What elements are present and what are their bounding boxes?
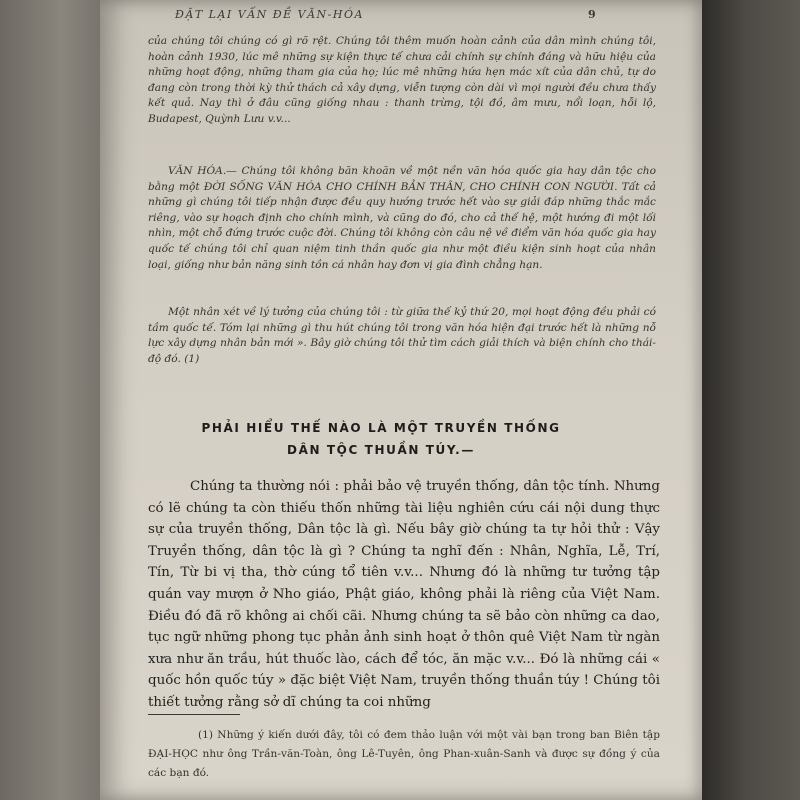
remark-paragraph-text: Một nhân xét về lý tưởng của chúng tôi : từ giữa thế kỷ thứ 20, mọi hoạt động đều phải có tầm quốc tế. Tóm lại những gì thu hút chúng tôi trong văn hóa hiện đại trước hết là những nỗ lực xây dựng nhân bản mới ». Bây giờ chúng tôi thử tìm cách giải thích và biện chính cho thái-độ đó. (1)	[148, 306, 656, 365]
background-right	[700, 0, 800, 800]
running-title: ĐẶT LẠI VẤN ĐỀ VĂN-HÓA	[175, 8, 364, 21]
culture-paragraph-text: VĂN HÓA.— Chúng tôi không băn khoăn về một nền văn hóa quốc gia hay dân tộc cho bằng một ĐỜI SỐNG VĂN HÓA CHO CHÍNH BẢN THÂN, CHO CHÍNH CON NGƯỜI. Tất cả những gì chúng tôi tiếp nhận được đều quy hướng trước hết vào sự giải đáp những thắc mắc riêng, vào sự hoạch định cho chính mình, và cũng do đó, cho cả thế hệ, một hướng đi một lối nhìn, một chỗ đứng trước cuộc đời. Chúng tôi không còn câu nệ về điểm văn hóa quốc gia hay quốc tế chúng tôi chỉ quan niệm tinh thần quốc gia như một điều kiện sinh hoạt của nhân loại, giống như bản năng sinh tồn cá nhân hay đơn vị gia đình chẳng hạn.	[148, 165, 656, 271]
section-heading-line-2: DÂN TỘC THUẦN TÚY.—	[287, 443, 475, 457]
footnote	[148, 726, 660, 783]
footnote-divider	[148, 714, 240, 715]
section-heading-line-1: PHẢI HIỂU THẾ NÀO LÀ MỘT TRUYỀN THỐNG	[201, 421, 561, 435]
remark-paragraph	[148, 305, 656, 367]
main-paragraph	[148, 476, 660, 714]
main-paragraph-text: Chúng ta thường nói : phải bảo vệ truyền thống, dân tộc tính. Nhưng có lẽ chúng ta còn thiếu thốn những tài liệu nghiên cứu cái nội dung thực sự của truyền thống, Dân tộc là gì. Nếu bây giờ chúng ta tự hỏi thử : Vậy Truyền thống, dân tộc là gì ? Chúng ta nghĩ đến : Nhân, Nghĩa, Lễ, Trí, Tín, Từ bi vị tha, thờ cúng tổ tiên v.v... Nhưng đó là những tư tưởng tập quán vay mượn ở Nho giáo, Phật giáo, không phải là riêng của Việt Nam. Điều đó đã rõ không ai chối cãi. Nhưng chúng ta sẽ bảo còn những ca dao, tục ngữ những phong tục phản ảnh sinh hoạt ở thôn quê Việt Nam từ ngàn xưa như ăn trầu, hút thuốc lào, cách để tóc, ăn mặc v.v... Đó là những cái « quốc hồn quốc túy » đặc biệt Việt Nam, truyền thống thuần túy ! Chúng tôi thiết tưởng rằng sở dĩ chúng ta coi những	[148, 479, 660, 710]
intro-paragraph	[148, 34, 656, 128]
culture-paragraph	[148, 164, 656, 273]
book-page	[100, 0, 702, 800]
page-number: 9	[588, 8, 596, 21]
background-left	[0, 0, 104, 800]
intro-paragraph-text: của chúng tôi chúng có gì rõ rệt. Chúng tôi thêm muốn hoàn cảnh của dân mình chúng tôi, hoàn cảnh 1930, lúc mê những sự kiện thực tế chưa cải chính sự chính đáng và hữu hiệu của những hoạt động, những tham gia của họ; lúc mê những hứa hẹn mác xít của dân chủ, tự do đang còn trong thời kỳ thử thách cả xây dựng, viễn tượng còn dài vì mọi người đều chưa thấy kết quả. Nay thì ở đâu cũng giống nhau : thanh trừng, tội đồ, âm mưu, nổi loạn, hỗi lộ, Budapest, Quỳnh Lưu v.v...	[148, 35, 656, 125]
footnote-text: (1) Những ý kiến dưới đây, tôi có đem thảo luận với một vài bạn trong ban Biên tập ĐẠI-HỌC như ông Trần-văn-Toàn, ông Lê-Tuyên, ông Phan-xuân-Sanh và được sự đồng ý của các bạn đó.	[148, 729, 660, 779]
